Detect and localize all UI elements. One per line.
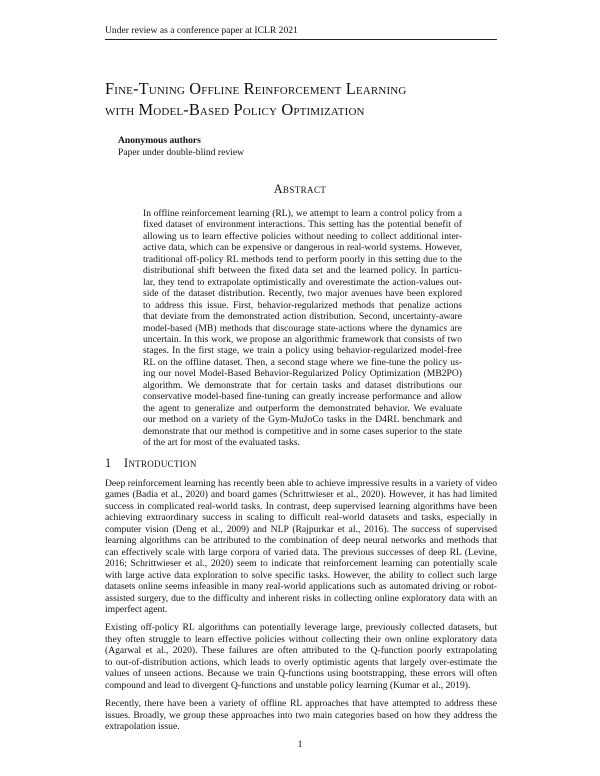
text-line: values of unseen actions. Because we train Q-functions using bootstrapping, these errors will often <box>105 668 497 680</box>
page-number: 1 <box>297 739 303 750</box>
section-title: Introduction <box>124 456 197 470</box>
abstract-line: In offline reinforcement learning (RL), we attempt to learn a control policy from a <box>143 208 462 219</box>
title-line: Fine-Tuning Offline Reinforcement Learning <box>105 79 407 98</box>
abstract-line: allowing us to learn effective policies without needing to collect additional inter- <box>143 230 462 242</box>
abstract-line: active data, which can be expensive or dangerous in real-world systems. However, <box>143 242 462 254</box>
paragraph <box>105 622 497 691</box>
text-line: datasets online seems infeasible in many real-world applications such as automated driving or robot- <box>105 581 497 593</box>
abstract-heading: Abstract <box>273 182 327 196</box>
paragraph <box>105 478 497 615</box>
abstract-line: algorithm. We demonstrate that for certain tasks and dataset distributions our <box>143 379 462 391</box>
text-line: (Agarwal et al., 2020). These failures are often attributed to the Q-function poorly extrapolating <box>105 645 497 657</box>
text-line: to out-of-distribution actions, which leads to overly optimistic agents that largely over-estimate the <box>105 656 497 668</box>
abstract-line: the agent to generalize and outperform the demonstrated behavior. We evaluate <box>143 402 462 414</box>
text-line: can effectively scale with large corpora of varied data. The previous successes of deep RL (Levine, <box>105 546 497 558</box>
abstract-line: ing our novel Model-Based Behavior-Regularized Policy Optimization (MB2PO) <box>143 368 462 380</box>
section-number: 1 <box>105 456 112 470</box>
abstract-line: our method on a variety of the Gym-MuJoCo tasks in the D4RL benchmark and <box>143 414 462 426</box>
introduction-body <box>105 478 497 740</box>
text-line: games (Badia et al., 2020) and board games (Schrittwieser et al., 2020). However, it has had limited <box>105 489 497 501</box>
text-line: success in complicated real-world tasks. In contrast, deep supervised learning algorithms have been <box>105 500 497 512</box>
abstract-line: of the art for most of the evaluated tasks. <box>143 437 300 449</box>
abstract-line: model-based (MB) methods that discourage state-actions where the dynamics are <box>143 322 462 334</box>
abstract-line: to address this issue. First, behavior-regularized methods that penalize actions <box>143 299 462 311</box>
abstract-line: fixed dataset of environment interactions. This setting has the potential benefit of <box>143 219 462 231</box>
text-line: issues. Broadly, we group these approaches into two main categories based on how they address the <box>105 709 497 721</box>
text-line: compound and lead to divergent Q-functions and unstable policy learning (Kumar et al., 2019). <box>105 679 471 691</box>
text-line: Recently, there have been a variety of offline RL approaches that have attempted to address these <box>105 698 497 710</box>
text-line: with large active data exploration to solve specific tasks. However, the ability to collect such large <box>105 569 497 581</box>
abstract-line: conservative model-based fine-tuning can greatly increase performance and allow <box>143 391 462 403</box>
text-line: extrapolation issue. <box>105 721 180 733</box>
text-line: imperfect agent. <box>105 603 168 615</box>
text-line: Existing off-policy RL algorithms can potentially leverage large, previously collected datasets, but <box>105 622 497 634</box>
abstract-line: stages. In the first stage, we train a policy using behavior-regularized model-free <box>143 345 462 357</box>
text-line: Deep reinforcement learning has recently been able to achieve impressive results in a variety of video <box>105 478 497 489</box>
paragraph <box>105 698 497 732</box>
abstract-line: lar, they tend to extrapolate optimistically and overestimate the action-values out- <box>143 276 462 288</box>
abstract-line: RL on the offline dataset. Then, a second stage where we fine-tune the policy us- <box>143 356 462 368</box>
abstract-line: distributional shift between the fixed data set and the learned policy. In particu- <box>143 265 462 277</box>
section-heading-introduction <box>105 456 197 471</box>
text-line: computer vision (Deng et al., 2009) and NLP (Rajpurkar et al., 2016). The success of supervised <box>105 523 497 535</box>
text-line: they often struggle to learn effective policies without collecting their own online exploratory data <box>105 633 497 645</box>
title-line: with Model-Based Policy Optimization <box>105 100 365 119</box>
text-line: achieving extraordinary success in scaling to difficult real-world datasets and tasks, especially in <box>105 512 497 524</box>
abstract-text <box>143 208 462 449</box>
abstract-line: side of the dataset distribution. Recently, two major avenues have been explored <box>143 288 462 300</box>
text-line: learning algorithms can be attributed to the combination of deep neural networks and methods that <box>105 535 497 547</box>
author-block <box>118 135 418 158</box>
author-name: Anonymous authors <box>118 135 201 146</box>
text-line: 2016; Schrittwieser et al., 2020) seem to indicate that reinforcement learning can potentially scale <box>105 558 497 570</box>
running-header: Under review as a conference paper at ICLR 2021 <box>105 25 497 40</box>
review-note: Paper under double-blind review <box>118 146 245 158</box>
text-line: assisted surgery, due to the difficulty and inherent risks in collecting online exploratory data with an <box>105 592 497 604</box>
abstract-line: that deviate from the demonstrated action distribution. Second, uncertainty-aware <box>143 311 462 323</box>
abstract-line: traditional off-policy RL methods tend to perform poorly in this setting due to the <box>143 253 462 265</box>
paper-title <box>105 78 505 120</box>
abstract-line: uncertain. In this work, we propose an algorithmic framework that consists of two <box>143 333 462 345</box>
abstract-line: demonstrate that our method is competitive and in some cases superior to the state <box>143 425 462 437</box>
